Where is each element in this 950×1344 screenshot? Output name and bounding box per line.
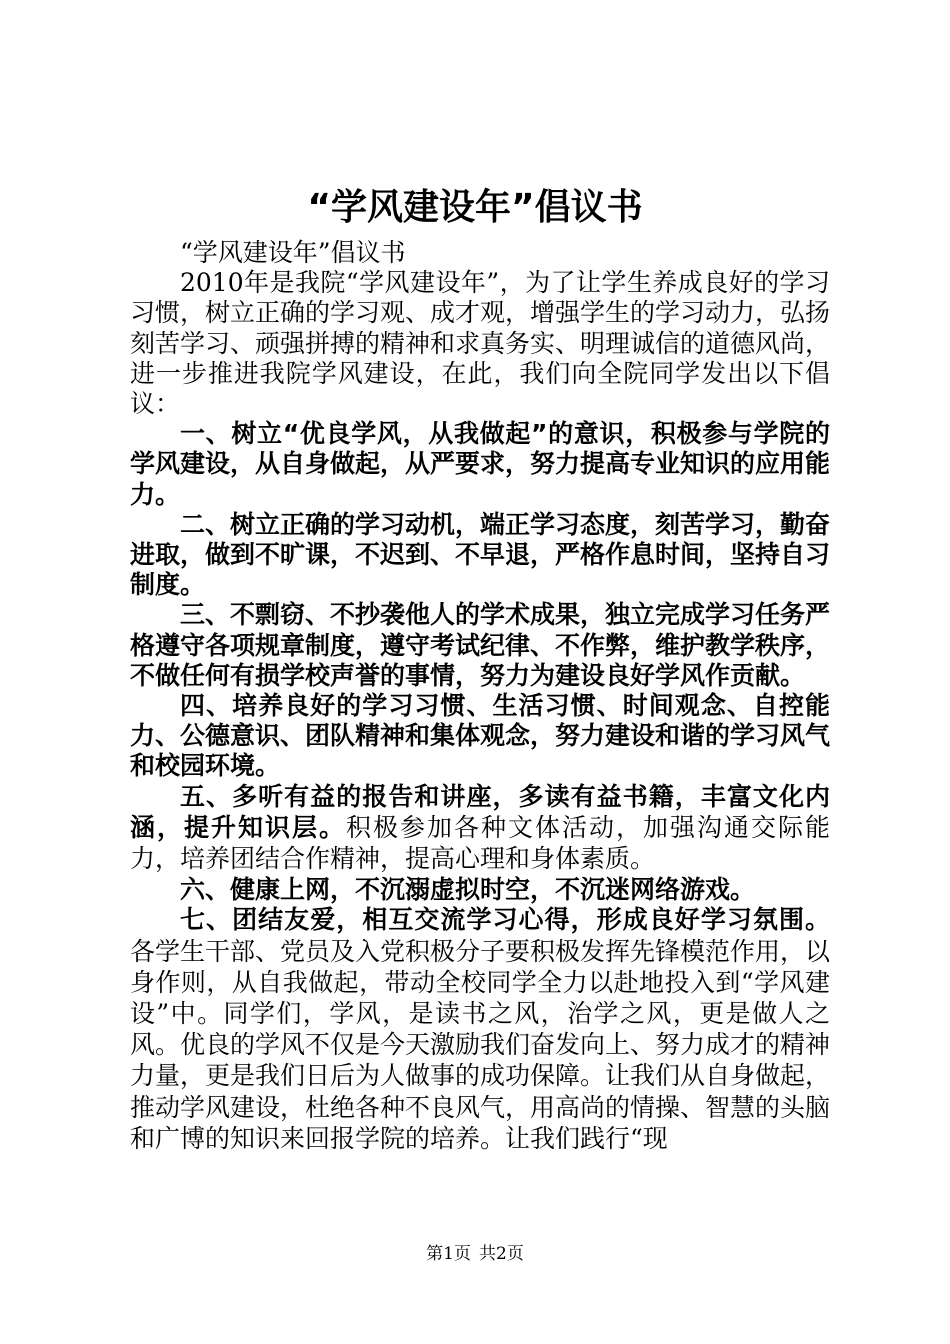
proposal-item-7-bold: 七、团结友爱，相互交流学习心得，形成良好学习氛围。 [180,905,830,935]
proposal-item-7 [130,905,830,1155]
document-subtitle: “学风建设年”倡议书 [180,238,406,267]
proposal-item-7-normal: 各学生干部、党员及入党积极分子要积极发挥先锋模范作用，以身作则，从自我做起，带动全校同学全力以赴地投入到“学风建设”中。同学们，学风，是读书之风，治学之风，更是做人之风。优良的学风不仅是今天激励我们奋发向上、努力成才的精神力量，更是我们日后为人做事的成功保障。让我们从自身做起，推动学风建设，杜绝各种不良风气，用高尚的情操、智慧的头脑和广博的知识来回报学院的培养。让我们践行“现 [130,936,831,1153]
intro-paragraph: 2010年是我院“学风建设年”，为了让学生养成良好的学习习惯，树立正确的学习观、成才观，增强学生的学习动力，弘扬刻苦学习、顽强拼搏的精神和求真务实、明理诚信的道德风尚，进一步推进我院学风建设，在此，我们向全院同学发出以下倡议： [130,268,831,419]
proposal-item-3: 三、不剽窃、不抄袭他人的学术成果，独立完成学习任务严格遵守各项规章制度，遵守考试纪律、不作弊，维护教学秩序，不做任何有损学校声誉的事情，努力为建设良好学风作贡献。 [130,600,831,690]
proposal-item-5 [130,782,830,876]
proposal-item-2: 二、树立正确的学习动机，端正学习态度，刻苦学习，勤奋进取，做到不旷课，不迟到、不早退，严格作息时间，坚持自习制度。 [130,509,831,600]
proposal-item-5-normal: 积极参加各种文体活动，加强沟通交际能力，培养团结合作精神，提高心理和身体素质。 [130,812,830,874]
document-body [130,238,830,1155]
proposal-item-1: 一、树立“优良学风，从我做起”的意识，积极参与学院的学风建设，从自身做起，从严要求，努力提高专业知识的应用能力。 [130,419,831,509]
page-number: 第1页 [426,1244,471,1264]
page-total: 共2页 [479,1244,524,1264]
proposal-item-5-bold: 五、多听有益的报告和讲座，多读有益书籍，丰富文化内涵，提升知识层。 [130,781,830,842]
proposal-item-6: 六、健康上网，不沉溺虚拟时空，不沉迷网络游戏。 [180,875,756,905]
proposal-item-4: 四、培养良好的学习习惯、生活习惯、时间观念、自控能力、公德意识、团队精神和集体观念，努力建设和谐的学习风气和校园环境。 [130,691,831,781]
page-footer [0,1243,950,1265]
document-title: “学风建设年”倡议书 [307,187,643,228]
